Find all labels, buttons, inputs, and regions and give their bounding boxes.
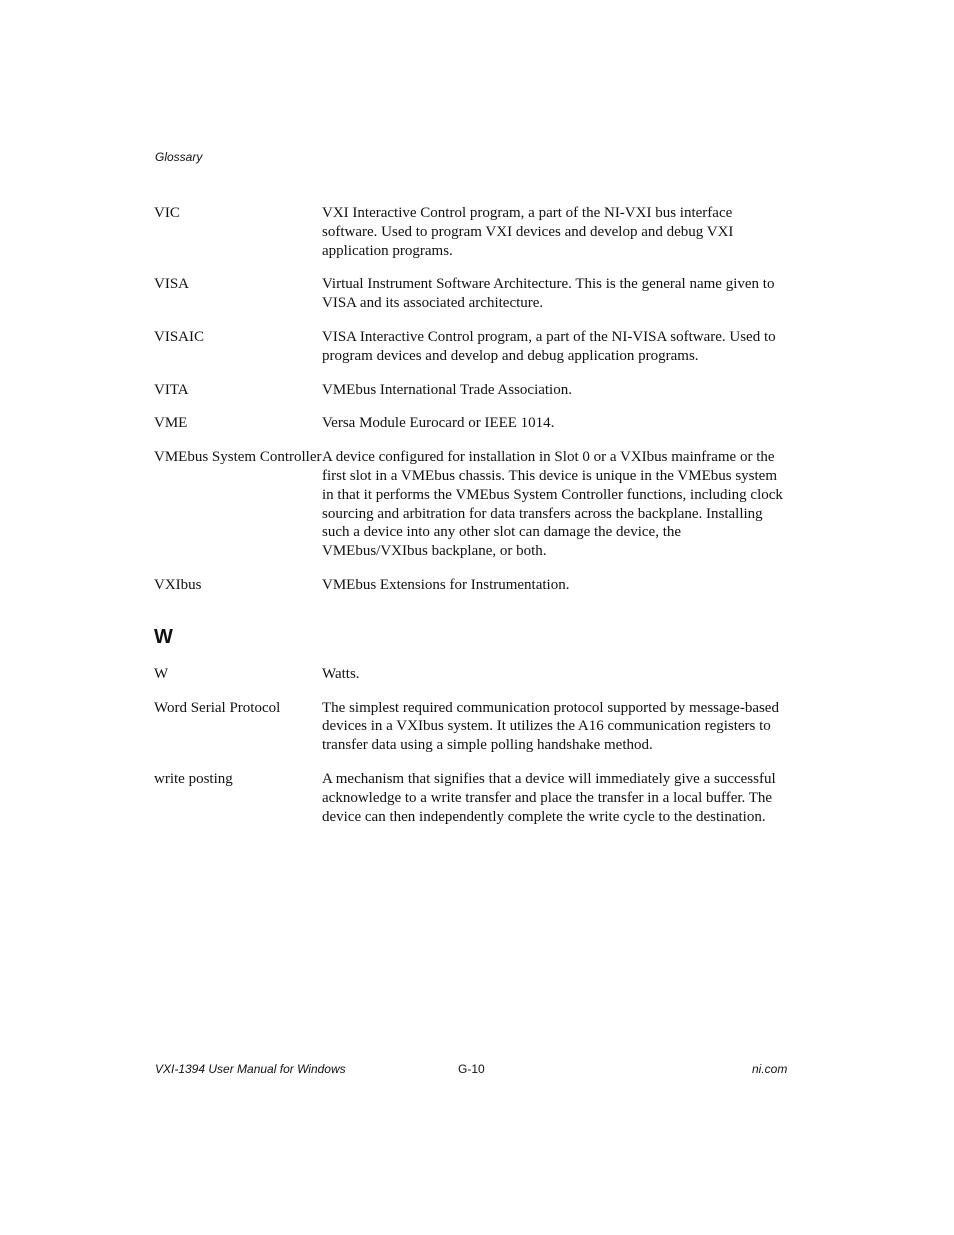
glossary-entry bbox=[154, 414, 794, 433]
running-header: Glossary bbox=[155, 150, 203, 164]
glossary-entry bbox=[154, 275, 794, 313]
footer-manual-title: VXI-1394 User Manual for Windows bbox=[155, 1062, 346, 1076]
glossary-entry bbox=[154, 328, 794, 366]
glossary-definition: Virtual Instrument Software Architecture. This is the general name given to VISA and its associated architecture. bbox=[322, 276, 775, 312]
footer-website: ni.com bbox=[752, 1062, 788, 1076]
glossary-term: VISA bbox=[154, 276, 190, 293]
glossary-term: W bbox=[154, 665, 169, 682]
glossary-term: Word Serial Protocol bbox=[154, 699, 281, 716]
glossary-entry bbox=[154, 576, 794, 595]
glossary-term: VISAIC bbox=[154, 328, 205, 345]
glossary-entries bbox=[154, 204, 794, 826]
glossary-definition: Versa Module Eurocard or IEEE 1014. bbox=[322, 415, 555, 432]
glossary-term: VME bbox=[154, 415, 188, 432]
glossary-term: VITA bbox=[154, 381, 189, 398]
glossary-entry bbox=[154, 204, 794, 260]
glossary-term: VMEbus System Controller bbox=[154, 449, 322, 466]
footer-page-number: G-10 bbox=[458, 1062, 485, 1076]
glossary-definition: VMEbus International Trade Association. bbox=[322, 381, 572, 398]
glossary-entry bbox=[154, 381, 794, 400]
glossary-term: VIC bbox=[154, 205, 180, 221]
glossary-definition: A mechanism that signifies that a device will immediately give a successful acknowledge to a write transfer and place the transfer in a local buffer. The device can then independently complete the write cycle to the destination. bbox=[322, 770, 776, 825]
glossary-definition: VMEbus Extensions for Instrumentation. bbox=[322, 576, 570, 593]
glossary-definition: Watts. bbox=[322, 665, 360, 682]
glossary-definition: The simplest required communication protocol supported by message-based devices in a VXIbus system. It utilizes the A16 communication registers to transfer data using a simple polling handshake method. bbox=[322, 699, 779, 754]
glossary-entry bbox=[154, 448, 794, 561]
glossary-definition: VXI Interactive Control program, a part of the NI-VXI bus interface software. Used to program VXI devices and develop and debug VXI application programs. bbox=[322, 205, 734, 259]
glossary-entry bbox=[154, 699, 794, 755]
glossary-term: write posting bbox=[154, 770, 233, 787]
glossary-definition: VISA Interactive Control program, a part of the NI-VISA software. Used to program devices and develop and debug application programs. bbox=[322, 328, 776, 364]
section-heading-w: W bbox=[154, 625, 173, 648]
glossary-entry bbox=[154, 770, 794, 826]
glossary-definition: A device configured for installation in Slot 0 or a VXIbus mainframe or the first slot in a VMEbus chassis. This device is unique in the VMEbus system in that it performs the VMEbus System Controller functions, including clock sourcing and arbitration for data transfers across the backplane. Installing such a device into any other slot can damage the device, the VMEbus/VXIbus backplane, or both. bbox=[322, 449, 783, 560]
glossary-term: VXIbus bbox=[154, 576, 202, 593]
glossary-entry bbox=[154, 665, 794, 684]
